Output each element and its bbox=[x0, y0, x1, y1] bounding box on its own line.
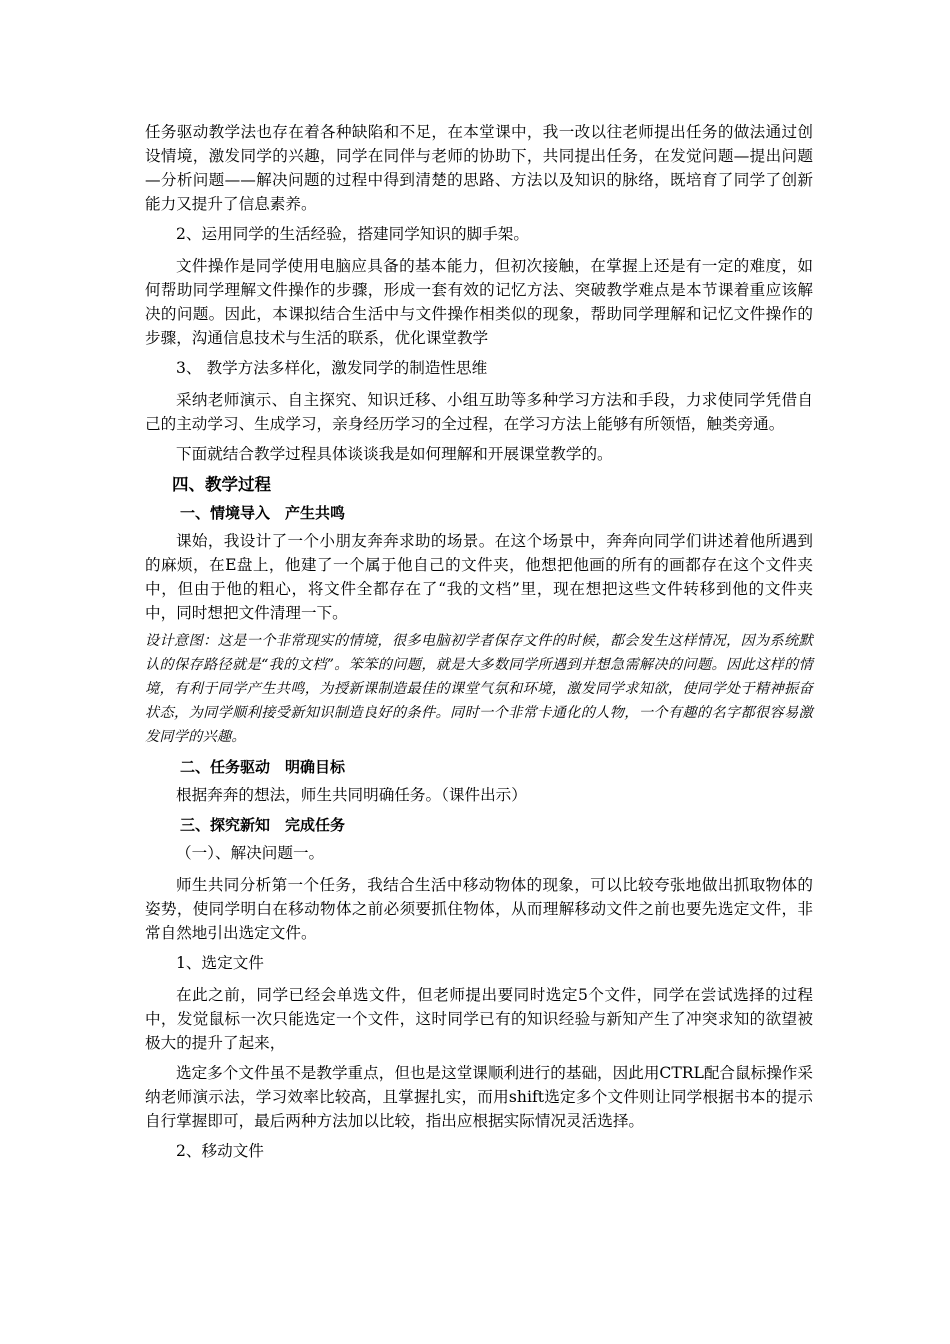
point-2-heading: 2、运用同学的生活经验，搭建同学知识的脚手架。 bbox=[176, 225, 529, 243]
document-page bbox=[145, 120, 813, 1171]
paragraph-methods: 采纳老师演示、自主探究、知识迁移、小组互助等多种学习方法和手段，力求使同学凭借自己的主动学习、生成学习，亲身经历学习的全过程，在学习方法上能够有所领悟，触类旁通。 bbox=[145, 391, 813, 433]
paragraph-transition: 下面就结合教学过程具体谈谈我是如何理解和开展课堂教学的。 bbox=[176, 445, 613, 463]
subheading-explore: 三、探究新知 完成任务 bbox=[180, 816, 346, 834]
step-select-file: 1、选定文件 bbox=[176, 954, 264, 972]
paragraph-scene: 课始，我设计了一个小朋友奔奔求助的场景。在这个场景中，奔奔向同学们讲述着他所遇到的麻烦，在E盘上，他建了一个属于他自己的文件夹，他想把他画的所有的画都存在这个文件夹中，但由于他的粗心，将文件全都存在了“我的文档”里，现在想把这些文件转移到他的文件夹中，同时想把文件清理一下。 bbox=[145, 532, 813, 622]
paragraph-design-intent: 设计意图：这是一个非常现实的情境，很多电脑初学者保存文件的时候，都会发生这样情况，因为系统默认的保存路径就是“我的文档”。笨笨的问题，就是大多数同学所遇到并想急需解决的问题。因此这样的情境，有利于同学产生共鸣，为授新课制造最佳的课堂气氛和环境，激发同学求知欲，使同学处于精神振奋状态，为同学顺利接受新知识制造良好的条件。同时一个非常卡通化的人物，一个有趣的名字都很容易激发同学的兴趣。 bbox=[145, 633, 813, 745]
subpoint-problem-one: （一）、解决问题一。 bbox=[176, 844, 325, 862]
paragraph-analysis: 师生共同分析第一个任务，我结合生活中移动物体的现象，可以比较夸张地做出抓取物体的姿势，使同学明白在移动物体之前必须要抓住物体，从而理解移动文件之前也要先选定文件，非常自然地引出选定文件。 bbox=[145, 876, 813, 942]
section-heading-teaching-process: 四、教学过程 bbox=[172, 475, 271, 494]
paragraph-select-multiple: 在此之前，同学已经会单选文件，但老师提出要同时选定5个文件，同学在尝试选择的过程中，发觉鼠标一次只能选定一个文件，这时同学已有的知识经验与新知产生了冲突求知的欲望被极大的提升了起来， bbox=[145, 986, 813, 1052]
subheading-task-driven: 二、任务驱动 明确目标 bbox=[180, 758, 346, 776]
point-3-heading: 3、 教学方法多样化，激发同学的制造性思维 bbox=[176, 359, 488, 377]
paragraph-clarify-task: 根据奔奔的想法，师生共同明确任务。（课件出示） bbox=[176, 786, 527, 804]
paragraph-ctrl-shift: 选定多个文件虽不是教学重点，但也是这堂课顺利进行的基础，因此用CTRL配合鼠标操作采纳老师演示法，学习效率比较高，且掌握扎实，而用shift选定多个文件则让同学根据书本的提示自行掌握即可，最后两种方法加以比较，指出应根据实际情况灵活选择。 bbox=[145, 1064, 813, 1130]
step-move-file: 2、移动文件 bbox=[176, 1142, 264, 1160]
paragraph-file-operation: 文件操作是同学使用电脑应具备的基本能力，但初次接触，在掌握上还是有一定的难度，如何帮助同学理解文件操作的步骤，形成一套有效的记忆方法、突破教学难点是本节课着重应该解决的问题。因此，本课拟结合生活中与文件操作相类似的现象，帮助同学理解和记忆文件操作的步骤，沟通信息技术与生活的联系，优化课堂教学 bbox=[145, 257, 813, 347]
paragraph-task-driven-continuation: 任务驱动教学法也存在着各种缺陷和不足，在本堂课中，我一改以往老师提出任务的做法通过创设情境，激发同学的兴趣，同学在同伴与老师的协助下，共同提出任务，在发觉问题—提出问题—分析问题——解决问题的过程中得到清楚的思路、方法以及知识的脉络，既培育了同学了创新能力又提升了信息素养。 bbox=[145, 123, 813, 213]
subheading-situation-intro: 一、情境导入 产生共鸣 bbox=[180, 504, 346, 522]
